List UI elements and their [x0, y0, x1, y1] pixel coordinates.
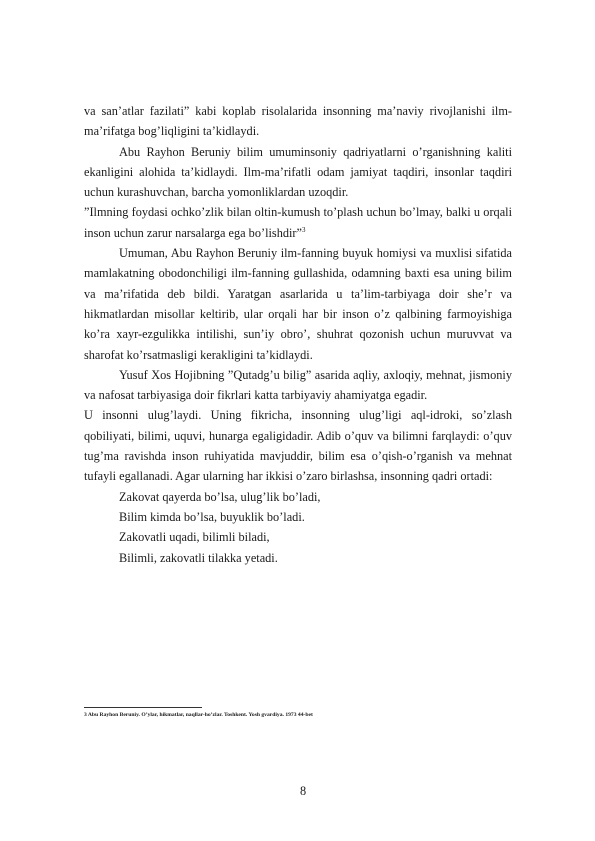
- footnote: 3 Abu Rayhon Beruniy. O’ylar, hikmatlar, naqllar-ho’zlar. Toshkent. Yosh gvardiya. 1973 44-bet: [84, 712, 313, 718]
- paragraph-1: va san’atlar fazilati” kabi koplab risolalarida insonning ma’naviy rivojlanishi ilm-ma’rifatga bog’liqligini ta’kidlaydi.: [84, 104, 512, 139]
- poem-line-4: Bilimli, zakovatli tilakka yetadi.: [119, 550, 278, 565]
- page-number: 8: [300, 784, 307, 798]
- paragraph-3-quote: [84, 202, 512, 243]
- footnote-reference[interactable]: 3: [301, 225, 306, 234]
- poem-line-3: Zakovatli uqadi, bilimli biladi,: [119, 530, 270, 545]
- footnote-separator: [84, 707, 202, 708]
- paragraph-5: Yusuf Xos Hojibning ”Qutadg’u bilig” asarida aqliy, axloqiy, mehnat, jismoniy va nafosat tarbiyasiga doir fikrlari katta tarbiyaviy ahamiyatga egadir.: [84, 367, 512, 403]
- paragraph-2: Abu Rayhon Beruniy bilim umuminsoniy qadriyatlarni o’rganishning kaliti ekanligini alohida ta’kidlaydi. Ilm-ma’rifatli odam jamiyat taqdiri, insonlar taqdiri uchun kurashuvchan, barcha yomonliklardan uzoqdir.: [84, 144, 512, 200]
- paragraph-6: U insonni ulug’laydi. Uning fikricha, insonning ulug’ligi aql-idroki, so’zlash qobiliyati, bilimi, uquvi, hunarga egaligidadir. Adib o’quv va bilimni farqlaydi: o’quv tug’ma ravishda inson ruhiyatida mavjuddir, bilim esa o’qish-o’rganish va mehnat tufayli egallanadi. Agar ularning har ikkisi o’zaro birlashsa, insonning qadri ortadi:: [84, 408, 512, 484]
- poem-line-1: Zakovat qayerda bo’lsa, ulug’lik bo’ladi,: [119, 489, 321, 504]
- paragraph-4: Umuman, Abu Rayhon Beruniy ilm-fanning buyuk homiysi va muxlisi sifatida mamlakatning obodonchiligi ilm-fanning gullashida, odamning baxti esa uning bilim va ma’rifatida deb bildi. Yaratgan asarlarida u ta’lim-tarbiyaga doir she’r va hikmatlardan misollar keltirib, ular orqali har bir inson o’z qalbining farmoyishiga ko’ra xayr-ezgulikka intilishi, sun’iy obro’, shuhrat qozonish uchun muruvvat va sharofat ko’rsatmasligi kerakligini ta’kidlaydi.: [84, 246, 512, 362]
- body-text: [84, 101, 512, 568]
- poem-line-2: Bilim kimda bo’lsa, buyuklik bo’ladi.: [119, 509, 305, 524]
- quote-text: ”Ilmning foydasi ochko’zlik bilan oltin-kumush to’plash uchun bo’lmay, balki u orqali inson uchun zarur narsalarga ega bo’lishdir”: [84, 205, 512, 240]
